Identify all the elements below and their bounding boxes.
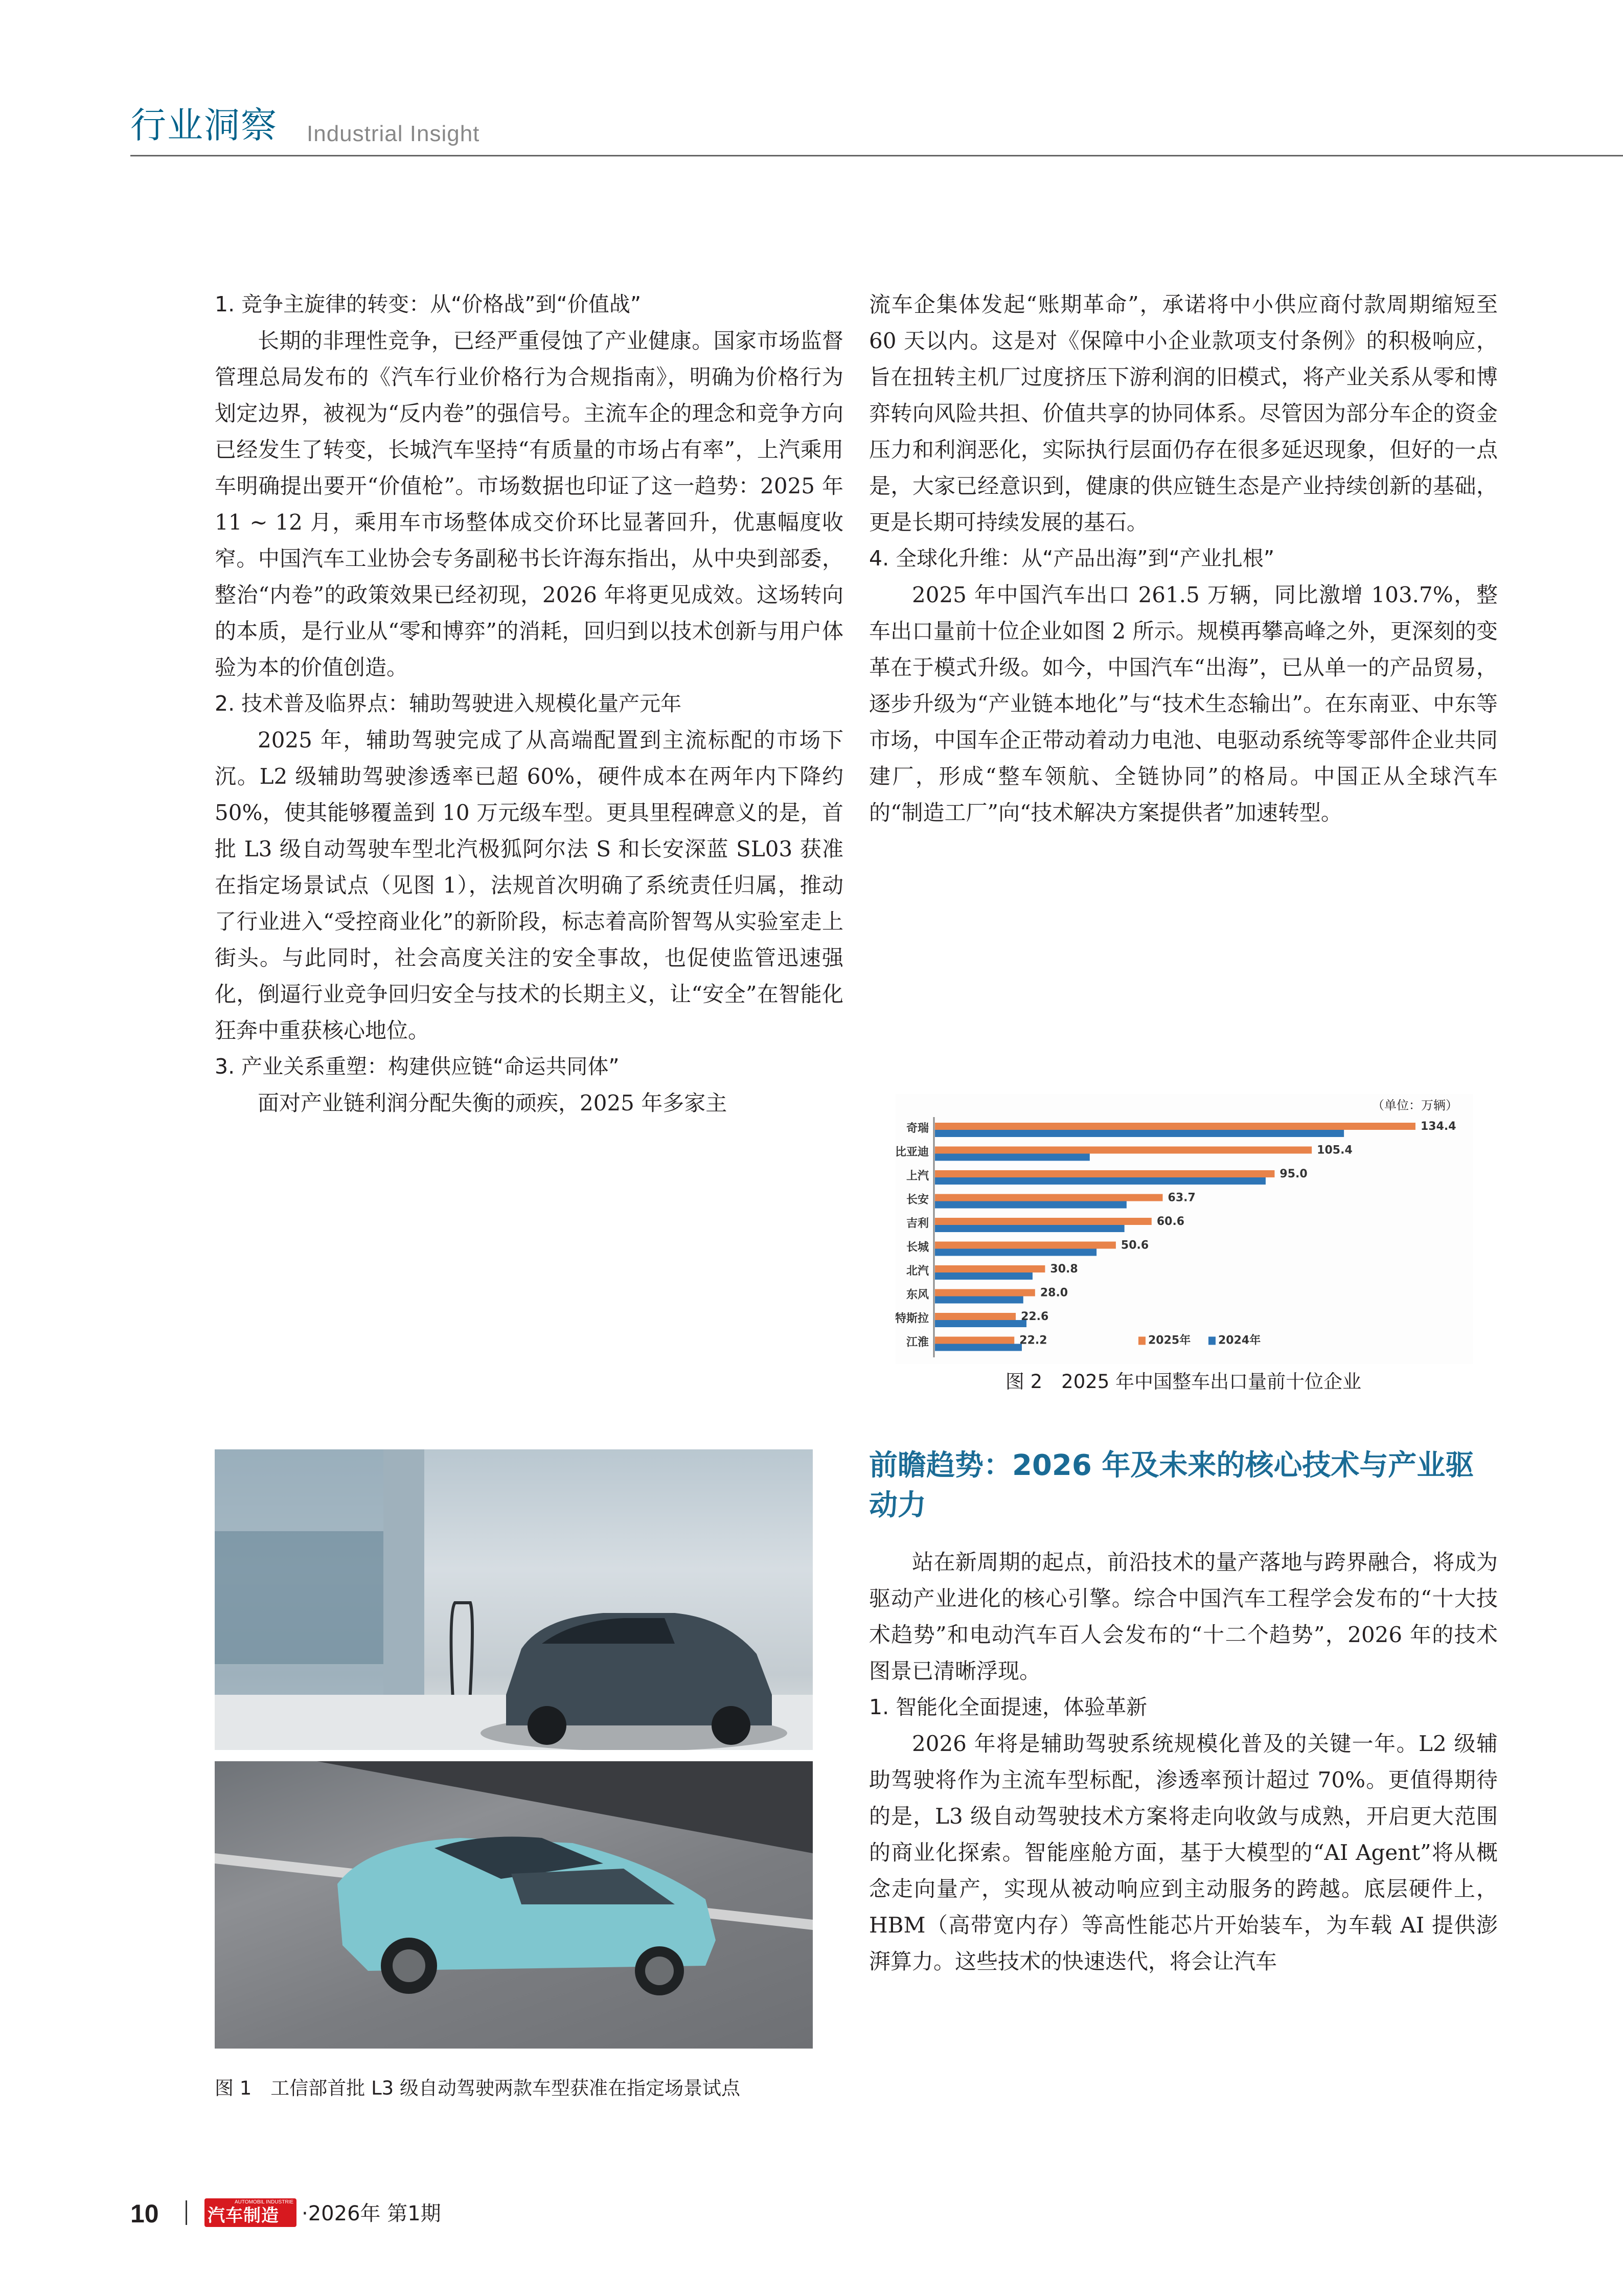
bar-2025: [935, 1170, 1274, 1177]
section-header: [130, 102, 1623, 158]
paragraph: 站在新周期的起点，前沿技术的量产落地与跨界融合，将成为驱动产业进化的核心引擎。综合中国汽车工程学会发布的“十大技术趋势”和电动汽车百人会发布的“十二个趋势”，2026 年的技术图景已清晰浮现。: [869, 1550, 1498, 1684]
chart-category-label: 特斯拉: [896, 1312, 929, 1325]
bar-2025-value-label: 50.6: [1121, 1239, 1149, 1252]
bar-2025: [935, 1218, 1152, 1225]
figure-1-caption: 图 1 工信部首批 L3 级自动驾驶两款车型获准在指定场景试点: [215, 2077, 740, 2099]
magazine-logo-en: AUTOMOBIL INDUSTRIE: [234, 2199, 293, 2205]
subsection-heading-1: 1. 智能化全面提速，体验革新: [869, 1695, 1148, 1719]
trend-heading: 前瞻趋势：2026 年及未来的核心技术与产业驱动力: [869, 1449, 1474, 1522]
bar-2025-value-label: 134.4: [1421, 1120, 1456, 1133]
bar-2025-value-label: 22.6: [1021, 1310, 1049, 1323]
section-heading-1: 1. 竞争主旋律的转变：从“价格战”到“价值战”: [215, 292, 642, 316]
car-photo-charging: [215, 1449, 813, 1750]
bar-2025: [935, 1242, 1116, 1249]
paragraph: 面对产业链利润分配失衡的顽疾，2025 年多家主: [258, 1090, 727, 1116]
bar-2024: [935, 1225, 1125, 1232]
chart-category-label: 北汽: [906, 1265, 929, 1278]
chart-category-label: 江淮: [906, 1336, 929, 1349]
bar-2025-value-label: 60.6: [1156, 1215, 1185, 1228]
paragraph: 长期的非理性竞争，已经严重侵蚀了产业健康。国家市场监督管理总局发布的《汽车行业价格行为合规指南》，明确为价格行为划定边界，被视为“反内卷”的强信号。主流车企的理念和竞争方向已经发生了转变，长城汽车坚持“有质量的市场占有率”，上汽乘用车明确提出要开“价值枪”。市场数据也印证了这一趋势：2025 年 11 ~ 12 月，乘用车市场整体成交价环比显著回升，优惠幅度收窄。中国汽车工业协会专务副秘书长许海东指出，从中央到部委，整治“内卷”的政策效果已经初现，2026 年将更见成效。这场转向的本质，是行业从“零和博弈”的消耗，回归到以技术创新与用户体验为本的价值创造。: [215, 328, 843, 680]
chart-category-label: 长安: [906, 1193, 929, 1207]
left-column: [215, 286, 843, 1121]
issue-info: ·2026年 第1期: [302, 2202, 441, 2225]
bar-2025-value-label: 30.8: [1050, 1263, 1078, 1276]
chart-category-label: 吉利: [906, 1217, 929, 1230]
legend-label-2024: 2024年: [1218, 1334, 1261, 1347]
paragraph: 2025 年中国汽车出口 261.5 万辆，同比激增 103.7%，整车出口量前十位企业如图 2 所示。规模再攀高峰之外，更深刻的变革在于模式升级。如今，中国汽车“出海”，已从单一的产品贸易，逐步升级为“产业链本地化”与“技术生态输出”。在东南亚、中东等市场，中国车企正带动着动力电池、电驱动系统等零部件企业共同建厂，形成“整车领航、全链协同”的格局。中国正从全球汽车的“制造工厂”向“技术解决方案提供者”加速转型。: [869, 582, 1498, 825]
right-column: [869, 286, 1498, 831]
chart-category-label: 奇瑞: [906, 1122, 929, 1135]
magazine-logo: [204, 2198, 296, 2246]
chart-category-label: 上汽: [906, 1170, 929, 1183]
chart-category-label: 长城: [906, 1241, 929, 1254]
bar-2024: [935, 1177, 1266, 1185]
bar-2025: [935, 1265, 1045, 1272]
bar-2024: [935, 1130, 1344, 1137]
bar-2024: [935, 1201, 1127, 1209]
magazine-logo-cn: 汽车制造业: [208, 2206, 279, 2246]
bar-2024: [935, 1320, 1026, 1327]
page-footer: [130, 2198, 744, 2246]
paragraph: 2026 年将是辅助驾驶系统规模化普及的关键一年。L2 级辅助驾驶将作为主流车型标配，渗透率预计超过 70%。更值得期待的是，L3 级自动驾驶技术方案将走向收敛与成熟，开启更大范围的商业化探索。智能座舱方面，基于大模型的“AI Agent”将从概念走向量产，实现从被动响应到主动服务的跨越。底层硬件上，HBM（高带宽内存）等高性能芯片开始装车，为车载 AI 提供澎湃算力。这些技术的快速迭代，将会让汽车: [869, 1731, 1498, 1974]
legend-swatch-2025: [1138, 1337, 1146, 1345]
paragraph: 流车企集体发起“账期革命”，承诺将中小供应商付款周期缩短至 60 天以内。这是对《保障中小企业款项支付条例》的积极响应，旨在扭转主机厂过度挤压下游利润的旧模式，将产业关系从零和博弈转向风险共担、价值共享的协同体系。尽管因为部分车企的资金压力和利润恶化，实际执行层面仍存在很多延迟现象，但好的一点是，大家已经意识到，健康的供应链生态是产业持续创新的基础，更是长期可持续发展的基石。: [869, 292, 1498, 535]
bar-2024: [935, 1249, 1096, 1256]
bar-2025-value-label: 95.0: [1279, 1168, 1308, 1180]
bar-2025: [935, 1313, 1016, 1320]
bar-2024: [935, 1154, 1090, 1161]
bar-2025-value-label: 22.2: [1019, 1334, 1047, 1347]
bar-2025: [935, 1337, 1014, 1344]
legend-swatch-2024: [1208, 1337, 1216, 1345]
bar-2024: [935, 1344, 1022, 1351]
bar-2024: [935, 1272, 1033, 1280]
bar-2025: [935, 1123, 1415, 1130]
footer-divider: [186, 2200, 187, 2225]
chart-category-label: 比亚迪: [896, 1146, 929, 1159]
bar-2025: [935, 1147, 1312, 1154]
section-heading-2: 2. 技术普及临界点：辅助驾驶进入规模化量产元年: [215, 691, 682, 716]
car-photo-driving: [215, 1761, 813, 2049]
chart-unit-label: （单位：万辆）: [1372, 1098, 1458, 1112]
figure-2-caption: 图 2 2025 年中国整车出口量前十位企业: [1005, 1371, 1362, 1393]
header-divider: [130, 155, 1623, 156]
legend-label-2025: 2025年: [1148, 1334, 1191, 1347]
section-title-cn: 行业洞察: [130, 104, 278, 146]
trend-column: [869, 1544, 1498, 1980]
bar-2025-value-label: 105.4: [1317, 1144, 1353, 1157]
bar-2025: [935, 1289, 1035, 1297]
bar-2025-value-label: 28.0: [1040, 1286, 1068, 1300]
chart-svg: [896, 1094, 1473, 1364]
bar-2025: [935, 1194, 1163, 1201]
section-title-en: Industrial Insight: [307, 121, 480, 146]
bar-2024: [935, 1297, 1023, 1304]
chart-category-label: 东风: [906, 1288, 929, 1302]
bar-2025-value-label: 63.7: [1168, 1191, 1196, 1204]
page-number: 10: [130, 2199, 159, 2228]
export-chart: [896, 1094, 1473, 1364]
paragraph: 2025 年，辅助驾驶完成了从高端配置到主流标配的市场下沉。L2 级辅助驾驶渗透率已超 60%，硬件成本在两年内下降约 50%，使其能够覆盖到 10 万元级车型。更具里程碑意义的是，首批 L3 级自动驾驶车型北汽极狐阿尔法 S 和长安深蓝 SL03 获准在指定场景试点（见图 1），法规首次明确了系统责任归属，推动了行业进入“受控商业化”的新阶段，标志着高阶智驾从实验室走上街头。与此同时，社会高度关注的安全事故，也促使监管迅速强化，倒逼行业竞争回归安全与技术的长期主义，让“安全”在智能化狂奔中重获核心地位。: [215, 728, 843, 1043]
section-heading-4: 4. 全球化升维：从“产品出海”到“产业扎根”: [869, 546, 1275, 571]
section-heading-3: 3. 产业关系重塑：构建供应链“命运共同体”: [215, 1054, 620, 1079]
